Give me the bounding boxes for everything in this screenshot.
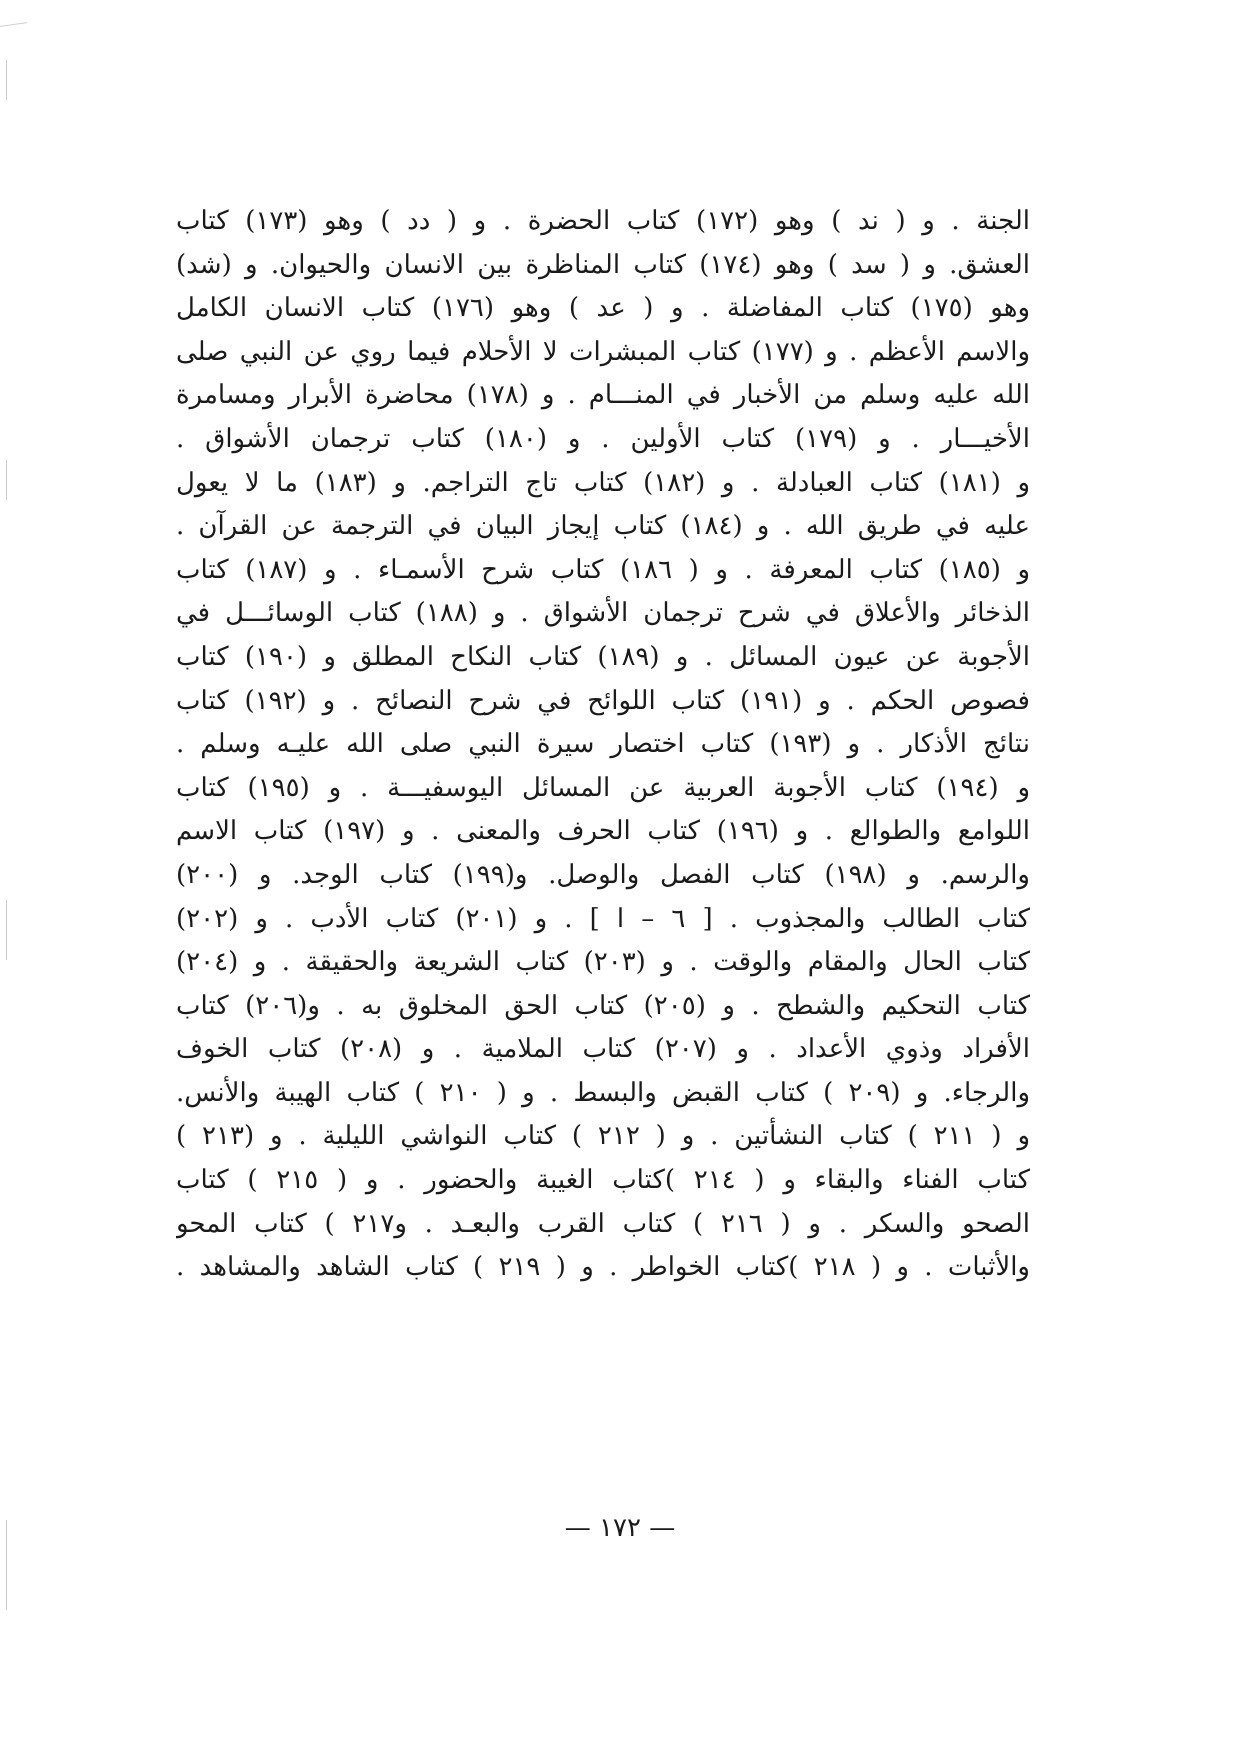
text-line: و (١٨١) كتاب العبادلة . و (١٨٢) كتاب تاج التراجم. و (١٨٣) ما لا يعول (176, 467, 1030, 498)
text-line: والأثبات . و ( ٢١٨ )كتاب الخواطر . و ( ٢١٩ ) كتاب الشاهد والمشاهد . (176, 1252, 1030, 1283)
text-line: الصحو والسكر . و ( ٢١٦ ) كتاب القرب والبعـد . و٢١٧ ) كتاب المحو (176, 1208, 1030, 1239)
text-line: نتائج الأذكار . و (١٩٣) كتاب اختصار سيرة النبي صلى الله عليـه وسلم . (176, 729, 1030, 760)
text-line: و ( ٢١١ ) كتاب النشأتين . و ( ٢١٢ ) كتاب النواشي الليلية . و (٢١٣ ) (176, 1121, 1030, 1152)
text-line: و (١٨٥) كتاب المعرفة . و ( ١٨٦) كتاب شرح الأسمـاء . و (١٨٧) كتاب (176, 554, 1030, 585)
text-line: الأفراد وذوي الأعداد . و (٢٠٧) كتاب الملامية . و (٢٠٨) كتاب الخوف (176, 1034, 1030, 1065)
text-line: كتاب التحكيم والشطح . و (٢٠٥) كتاب الحق المخلوق به . و(٢٠٦) كتاب (176, 990, 1030, 1021)
text-line: وهو (١٧٥) كتاب المفاضلة . و ( عد ) وهو (١٧٦) كتاب الانسان الكامل (176, 293, 1030, 324)
text-line: كتاب الحال والمقام والوقت . و (٢٠٣) كتاب الشريعة والحقيقة . و (٢٠٤) (176, 947, 1030, 978)
text-line: الأخيـــار . و (١٧٩) كتاب الأولين . و (١٨٠) كتاب ترجمان الأشواق . (176, 423, 1030, 454)
text-line: والاسم الأعظم . و (١٧٧) كتاب المبشرات لا الأحلام فيما روي عن النبي صلى (176, 336, 1030, 367)
text-line: والرسم. و (١٩٨) كتاب الفصل والوصل. و(١٩٩) كتاب الوجد. و (٢٠٠) (176, 859, 1030, 890)
text-line: الله عليه وسلم من الأخبار في المنـــام . و (١٧٨) محاضرة الأبرار ومسامرة (176, 380, 1030, 411)
text-line: كتاب الطالب والمجذوب . [ ٦ – ا ] . و (٢٠١) كتاب الأدب . و (٢٠٢) (176, 903, 1030, 934)
text-line: العشق. و ( سد ) وهو (١٧٤) كتاب المناظرة بين الانسان والحيوان. و (شد) (176, 249, 1030, 280)
scan-margin-mark (6, 60, 7, 100)
page-number: — ١٧٢ — (564, 1513, 676, 1543)
text-line: عليه في طريق الله . و (١٨٤) كتاب إيجاز البيان في الترجمة عن القرآن . (176, 511, 1030, 542)
scan-margin-mark (6, 460, 7, 500)
scan-margin-mark (6, 900, 7, 960)
text-line: فصوص الحكم . و (١٩١) كتاب اللوائح في شرح النصائح . و (١٩٢) كتاب (176, 685, 1030, 716)
text-line: اللوامع والطوالع . و (١٩٦) كتاب الحرف والمعنى . و (١٩٧) كتاب الاسم (176, 816, 1030, 847)
text-line: الذخائر والأعلاق في شرح ترجمان الأشواق . و (١٨٨) كتاب الوسائـــل في (176, 598, 1030, 629)
scan-corner-mark (0, 22, 29, 37)
text-line: كتاب الفناء والبقاء و ( ٢١٤ )كتاب الغيبة والحضور . و ( ٢١٥ ) كتاب (176, 1165, 1030, 1196)
text-line: الجنة . و ( ند ) وهو (١٧٢) كتاب الحضرة . و ( دد ) وهو (١٧٣) كتاب (176, 206, 1030, 236)
body-text (176, 200, 1030, 1290)
text-line: والرجاء. و (٢٠٩ ) كتاب القبض والبسط . و ( ٢١٠ ) كتاب الهيبة والأنس. (176, 1077, 1030, 1108)
text-line: الأجوبة عن عيون المسائل . و (١٨٩) كتاب النكاح المطلق و (١٩٠) كتاب (176, 641, 1030, 672)
text-line: و (١٩٤) كتاب الأجوبة العربية عن المسائل اليوسفيـــة . و (١٩٥) كتاب (176, 772, 1030, 803)
